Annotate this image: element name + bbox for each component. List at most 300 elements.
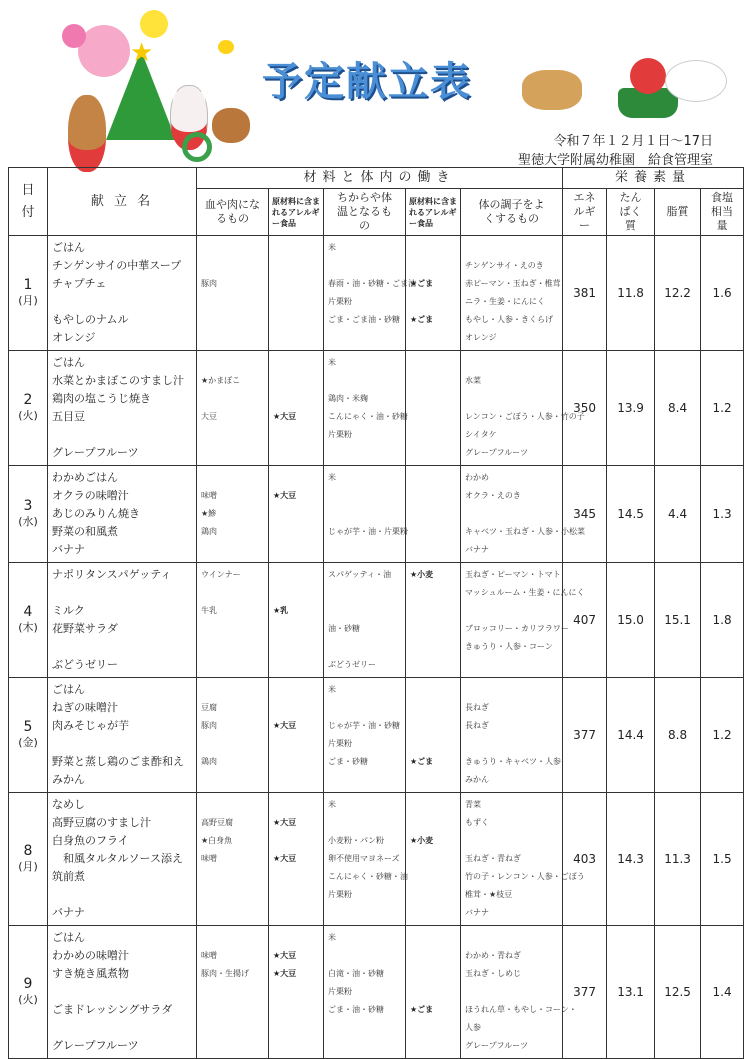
menu-item — [52, 426, 196, 444]
ingredient-item: 米 — [328, 358, 336, 367]
ingredient-item — [410, 947, 460, 965]
ingredient-item: 味噌 — [201, 491, 217, 500]
page-title: 予定献立表 — [262, 59, 472, 105]
energy-food-list-cell — [324, 678, 406, 793]
col-menu: 献 立 名 — [48, 168, 197, 236]
table-row — [9, 563, 744, 678]
menu-item: 筑前煮 — [52, 870, 85, 883]
ingredient-item — [410, 487, 460, 505]
allergen-list — [406, 563, 460, 677]
ingredient-item: ★小麦 — [410, 570, 434, 579]
ingredient-item — [410, 1037, 460, 1055]
ingredient-item: ★かまぼこ — [201, 376, 241, 385]
col-allergen: 原材料に含まれるアレルギー食品 — [269, 189, 324, 236]
menu-item: オレンジ — [52, 331, 96, 344]
menu-item: なめし — [52, 798, 85, 811]
body-food-list — [461, 236, 562, 350]
ingredient-item: 高野豆腐 — [201, 818, 233, 827]
fat-value: 15.1 — [655, 563, 701, 678]
protein-value: 11.8 — [607, 236, 655, 351]
wreath-icon — [182, 132, 212, 162]
ingredient-item: 卵不使用マヨネーズ — [328, 854, 400, 863]
menu-item: みかん — [52, 773, 85, 786]
allergen-list-cell — [406, 563, 461, 678]
ingredient-item — [273, 1001, 323, 1019]
ingredient-item — [410, 372, 460, 390]
ingredient-item — [201, 311, 268, 329]
fat-value: 8.4 — [655, 351, 701, 466]
menu-item: グレープフルーツ — [52, 446, 139, 459]
ingredient-item — [201, 796, 268, 814]
ingredient-item: こんにゃく・油・砂糖 — [328, 412, 408, 421]
meat-list-cell — [197, 563, 269, 678]
menu-item: 肉みそじゃが芋 — [52, 719, 129, 732]
menu-table — [8, 167, 744, 1059]
ingredient-item — [201, 771, 268, 789]
ingredient-item — [328, 904, 405, 922]
ingredient-item: 鶏肉 — [201, 757, 217, 766]
ingredient-item — [410, 293, 460, 311]
allergen-list — [269, 678, 323, 792]
ingredient-item — [201, 444, 268, 462]
ingredient-item — [410, 602, 460, 620]
ingredient-item: 片栗粉 — [328, 297, 352, 306]
ingredient-item — [328, 487, 405, 505]
allergen-list — [406, 466, 460, 562]
ingredient-item — [465, 681, 562, 699]
ingredient-item: 長ねぎ — [465, 721, 489, 730]
ingredient-item: わかめ・青ねぎ — [465, 951, 521, 960]
col-kcal: エネルギー — [563, 189, 607, 236]
ingredient-item: 玉ねぎ・しめじ — [465, 969, 521, 978]
meat-list — [197, 236, 268, 350]
fat-value: 12.5 — [655, 926, 701, 1059]
ingredient-item — [273, 293, 323, 311]
ingredient-item: ★大豆 — [273, 721, 297, 730]
col-fat: 脂質 — [655, 189, 701, 236]
flower-icon — [62, 24, 86, 48]
group-materials: 材料と体内の働き — [197, 168, 563, 189]
ingredient-item — [328, 1019, 405, 1037]
allergen-list — [406, 793, 460, 925]
menu-item: グレープフルーツ — [52, 1039, 139, 1052]
energy-value: 377 — [563, 926, 607, 1059]
allergen-list — [269, 351, 323, 465]
energy-food-list — [324, 926, 405, 1058]
body-food-list-cell — [461, 926, 577, 1059]
salt-value: 1.2 — [701, 351, 744, 466]
menu-item: ナポリタンスパゲッティ — [52, 568, 172, 581]
menu-list — [48, 466, 196, 562]
meat-list-cell — [197, 236, 269, 351]
ingredient-item — [201, 239, 268, 257]
ingredient-item — [410, 868, 460, 886]
menu-item: チンゲンサイの中華スープ — [52, 259, 182, 272]
ingredient-item: 片栗粉 — [328, 430, 352, 439]
ingredient-item — [273, 983, 323, 1001]
ingredient-item: 豆腐 — [201, 703, 217, 712]
menu-item: 白身魚のフライ — [52, 834, 129, 847]
bear-icon — [68, 95, 106, 172]
ingredient-item: 春雨・油・砂糖・ごま油 — [328, 279, 416, 288]
ingredient-item — [410, 965, 460, 983]
ingredient-item: 白滝・油・砂糖 — [328, 969, 384, 978]
ingredient-item — [201, 469, 268, 487]
ingredient-item: レンコン・ごぼう・人参・竹の子 — [465, 412, 585, 421]
energy-value: 377 — [563, 678, 607, 793]
allergen-list-cell — [406, 351, 461, 466]
menu-item: チャプチェ — [52, 277, 107, 290]
sun-icon — [140, 10, 168, 38]
ingredient-item — [273, 505, 323, 523]
energy-food-list — [324, 793, 408, 925]
ingredient-item — [328, 444, 405, 462]
ingredient-item — [273, 311, 323, 329]
menu-list-cell — [48, 236, 197, 351]
ingredient-item — [201, 620, 268, 638]
day-cell — [9, 563, 48, 678]
ingredient-item — [273, 904, 323, 922]
ingredient-item: ★乳 — [273, 606, 289, 615]
ingredient-item: ごま・砂糖 — [328, 757, 368, 766]
ingredient-item — [328, 947, 405, 965]
ingredient-item — [273, 681, 323, 699]
ingredient-item — [201, 868, 268, 886]
day-of-week: (火) — [18, 409, 38, 422]
ingredient-item — [201, 1001, 268, 1019]
ingredient-item — [201, 681, 268, 699]
ingredient-item — [273, 523, 323, 541]
ingredient-item — [201, 426, 268, 444]
table-row — [9, 466, 744, 563]
ingredient-item: バナナ — [465, 908, 489, 917]
ingredient-item — [410, 426, 460, 444]
ingredient-item: 竹の子・レンコン・人参・ごぼう — [465, 872, 585, 881]
ingredient-item: 片栗粉 — [328, 890, 352, 899]
ingredient-item — [328, 699, 405, 717]
menu-item: ねぎの味噌汁 — [52, 701, 118, 714]
energy-food-list-cell — [324, 466, 406, 563]
menu-list-cell — [48, 351, 197, 466]
day-of-week: (木) — [18, 621, 38, 634]
allergen-list — [269, 236, 323, 350]
ingredient-item — [328, 505, 405, 523]
allergen-list-cell — [269, 351, 324, 466]
energy-food-list-cell — [324, 926, 406, 1059]
reindeer-icon — [522, 70, 582, 110]
ingredient-item — [410, 541, 460, 559]
menu-list — [48, 678, 196, 792]
fat-value: 8.8 — [655, 678, 701, 793]
day-number: 9 — [23, 976, 33, 992]
ingredient-item: オクラ・えのき — [465, 491, 521, 500]
chick-icon — [218, 40, 234, 54]
ingredient-item: ★ごま — [410, 757, 434, 766]
date-range: 令和７年１２月１日～17日 — [553, 134, 713, 149]
menu-item: 鶏肉の塩こうじ焼き — [52, 392, 151, 405]
fat-value: 12.2 — [655, 236, 701, 351]
ingredient-item — [273, 638, 323, 656]
ingredient-item: きゅうり・キャベツ・人参 — [465, 757, 561, 766]
ingredient-item: ぶどうゼリー — [328, 660, 376, 669]
ingredient-item — [465, 505, 562, 523]
ingredient-item — [410, 814, 460, 832]
ingredient-item: 鶏肉 — [201, 527, 217, 536]
ingredient-item — [328, 814, 405, 832]
ingredient-item: ウインナー — [201, 570, 241, 579]
ingredient-item — [273, 656, 323, 674]
day-number: 1 — [23, 277, 33, 293]
ingredient-item — [273, 796, 323, 814]
ingredient-item — [273, 584, 323, 602]
day-cell — [9, 236, 48, 351]
ingredient-item — [410, 796, 460, 814]
menu-list-cell — [48, 926, 197, 1059]
squirrel-icon — [212, 108, 250, 143]
ingredient-item: 米 — [328, 800, 336, 809]
star-icon: ★ — [130, 38, 154, 68]
meat-list-cell — [197, 466, 269, 563]
ingredient-item — [410, 444, 460, 462]
body-food-list-cell — [461, 236, 563, 351]
energy-food-list — [324, 563, 405, 677]
ingredient-item: ごま・油・砂糖 — [328, 1005, 384, 1014]
menu-list — [48, 351, 196, 465]
menu-list — [48, 236, 196, 350]
ingredient-item — [328, 1037, 405, 1055]
ingredient-item — [201, 390, 268, 408]
ingredient-item — [410, 257, 460, 275]
ingredient-item — [410, 717, 460, 735]
salt-value: 1.6 — [701, 236, 744, 351]
ingredient-item — [201, 354, 268, 372]
ingredient-item — [328, 602, 405, 620]
allergen-list — [406, 926, 460, 1058]
ingredient-item: キャベツ・玉ねぎ・人参・小松菜 — [465, 527, 585, 536]
ingredient-item — [410, 699, 460, 717]
ingredient-item — [273, 771, 323, 789]
ingredient-item — [410, 329, 460, 347]
menu-item: 花野菜サラダ — [52, 622, 118, 635]
menu-item: バナナ — [52, 543, 85, 556]
ingredient-item: じゃが芋・油・砂糖 — [328, 721, 400, 730]
salt-value: 1.3 — [701, 466, 744, 563]
ingredient-item: 大豆 — [201, 412, 217, 421]
meat-list — [197, 466, 268, 562]
ingredient-item: 玉ねぎ・ピーマン・トマト — [465, 570, 561, 579]
allergen-list-cell — [269, 466, 324, 563]
menu-item: ミルク — [52, 604, 85, 617]
ingredient-item: 米 — [328, 243, 336, 252]
ingredient-item — [410, 584, 460, 602]
ingredient-item — [201, 1019, 268, 1037]
ingredient-item — [273, 868, 323, 886]
ingredient-item: 豚肉・生揚げ — [201, 969, 249, 978]
meat-list — [197, 678, 268, 792]
menu-item: バナナ — [52, 906, 85, 919]
table-row — [9, 236, 744, 351]
allergen-list-cell — [406, 236, 461, 351]
protein-value: 14.3 — [607, 793, 655, 926]
ingredient-item: 片栗粉 — [328, 739, 352, 748]
ingredient-item: 片栗粉 — [328, 987, 352, 996]
energy-value: 381 — [563, 236, 607, 351]
ingredient-item: もずく — [465, 818, 489, 827]
ingredient-item — [273, 275, 323, 293]
ingredient-item: こんにゃく・砂糖・油 — [328, 872, 408, 881]
day-number: 8 — [23, 843, 33, 859]
ingredient-item — [273, 566, 323, 584]
allergen-list-cell — [269, 926, 324, 1059]
ingredient-item — [273, 390, 323, 408]
ingredient-item: シイタケ — [465, 430, 497, 439]
ingredient-item: ブロッコリー・カリフラワー — [465, 624, 569, 633]
ingredient-item: 人参 — [465, 1023, 481, 1032]
allergen-list-cell — [269, 678, 324, 793]
allergen-list-cell — [406, 678, 461, 793]
day-cell — [9, 678, 48, 793]
day-cell — [9, 793, 48, 926]
ingredient-item — [410, 620, 460, 638]
menu-item: すき焼き風煮物 — [52, 967, 129, 980]
protein-value: 15.0 — [607, 563, 655, 678]
ingredient-item — [273, 886, 323, 904]
day-number: 4 — [23, 604, 33, 620]
allergen-list-cell — [406, 926, 461, 1059]
menu-item: 高野豆腐のすまし汁 — [52, 816, 151, 829]
ingredient-item: ★鯵 — [201, 509, 217, 518]
table-row — [9, 678, 744, 793]
ingredient-item — [273, 699, 323, 717]
ingredient-item — [273, 329, 323, 347]
ingredient-item — [328, 372, 405, 390]
salt-value: 1.4 — [701, 926, 744, 1059]
energy-food-list — [324, 466, 408, 562]
ingredient-item: オレンジ — [465, 333, 497, 342]
ingredient-item: 長ねぎ — [465, 703, 489, 712]
ingredient-item: マッシュルーム・生姜・にんにく — [465, 588, 585, 597]
ingredient-item — [201, 1037, 268, 1055]
ingredient-item: 牛乳 — [201, 606, 217, 615]
ingredient-item — [410, 850, 460, 868]
ingredient-item — [328, 257, 405, 275]
ingredient-item: 味噌 — [201, 854, 217, 863]
ingredient-item — [328, 541, 405, 559]
day-number: 2 — [23, 392, 33, 408]
menu-item: 野菜と蒸し鶏のごま酢和え — [52, 755, 184, 768]
menu-list-cell — [48, 466, 197, 563]
group-nutrition: 栄養素量 — [563, 168, 744, 189]
ingredient-item — [410, 681, 460, 699]
day-of-week: (月) — [18, 860, 38, 873]
table-row — [9, 926, 744, 1059]
ingredient-item — [273, 257, 323, 275]
ingredient-item: じゃが芋・油・片栗粉 — [328, 527, 408, 536]
ingredient-item: みかん — [465, 775, 489, 784]
meat-list — [197, 793, 268, 925]
salt-value: 1.8 — [701, 563, 744, 678]
ingredient-item — [410, 354, 460, 372]
ingredient-item: 青菜 — [465, 800, 481, 809]
protein-value: 13.9 — [607, 351, 655, 466]
ingredient-item — [273, 469, 323, 487]
ingredient-item — [201, 257, 268, 275]
meat-list — [197, 351, 268, 465]
fat-value: 4.4 — [655, 466, 701, 563]
menu-item: あじのみりん焼き — [52, 507, 140, 520]
meat-list-cell — [197, 926, 269, 1059]
day-of-week: (月) — [18, 294, 38, 307]
ingredient-item — [273, 753, 323, 771]
menu-item: 和風タルタルソース添え — [52, 852, 184, 865]
ingredient-item: ★白身魚 — [201, 836, 233, 845]
ingredient-item: 赤ピーマン・玉ねぎ・椎茸 — [465, 279, 561, 288]
menu-item: オクラの味噌汁 — [52, 489, 129, 502]
menu-item — [52, 1019, 196, 1037]
ingredient-item — [410, 239, 460, 257]
day-cell — [9, 926, 48, 1059]
ingredient-item — [465, 983, 562, 1001]
ingredient-item: 玉ねぎ・青ねぎ — [465, 854, 521, 863]
school-name: 聖徳大学附属幼稚園 給食管理室 — [517, 153, 713, 168]
menu-list-cell — [48, 563, 197, 678]
menu-item — [52, 983, 196, 1001]
ingredient-item: チンゲンサイ・えのき — [465, 261, 544, 270]
ingredient-item: わかめ — [465, 473, 489, 482]
ingredient-item — [201, 329, 268, 347]
ingredient-item — [273, 426, 323, 444]
meat-list-cell — [197, 678, 269, 793]
salt-value: 1.5 — [701, 793, 744, 926]
ingredient-item — [328, 584, 405, 602]
ingredient-item — [410, 408, 460, 426]
ingredient-item — [273, 1019, 323, 1037]
day-cell — [9, 466, 48, 563]
ingredient-item — [273, 620, 323, 638]
ingredient-item — [201, 904, 268, 922]
energy-food-list — [324, 236, 416, 350]
ingredient-item: 水菜 — [465, 376, 481, 385]
ingredient-item: ニラ・生姜・にんにく — [465, 297, 545, 306]
col-protein: たんぱく質 — [607, 189, 655, 236]
menu-item: ごまドレッシングサラダ — [52, 1003, 173, 1016]
ingredient-item — [410, 505, 460, 523]
ingredient-item — [201, 735, 268, 753]
allergen-list-cell — [269, 563, 324, 678]
ingredient-item — [465, 656, 562, 674]
ingredient-item: ★大豆 — [273, 854, 297, 863]
col-energy-food: ちからや体温となるもの — [324, 189, 406, 236]
ingredient-item: 鶏肉・米麹 — [328, 394, 368, 403]
ingredient-item — [410, 929, 460, 947]
ingredient-item: グレープフルーツ — [465, 448, 528, 457]
ingredient-item: ごま・ごま油・砂糖 — [328, 315, 400, 324]
ingredient-item — [201, 638, 268, 656]
ingredient-item — [273, 1037, 323, 1055]
ingredient-item: 豚肉 — [201, 721, 217, 730]
ingredient-item — [273, 735, 323, 753]
body-food-list — [461, 926, 577, 1058]
meat-list-cell — [197, 351, 269, 466]
energy-food-list — [324, 678, 405, 792]
ingredient-item — [410, 390, 460, 408]
ingredient-item — [410, 656, 460, 674]
ingredient-item — [273, 239, 323, 257]
day-of-week: (金) — [18, 736, 38, 749]
ingredient-item — [273, 541, 323, 559]
ingredient-item: バナナ — [465, 545, 489, 554]
ingredient-item — [273, 372, 323, 390]
